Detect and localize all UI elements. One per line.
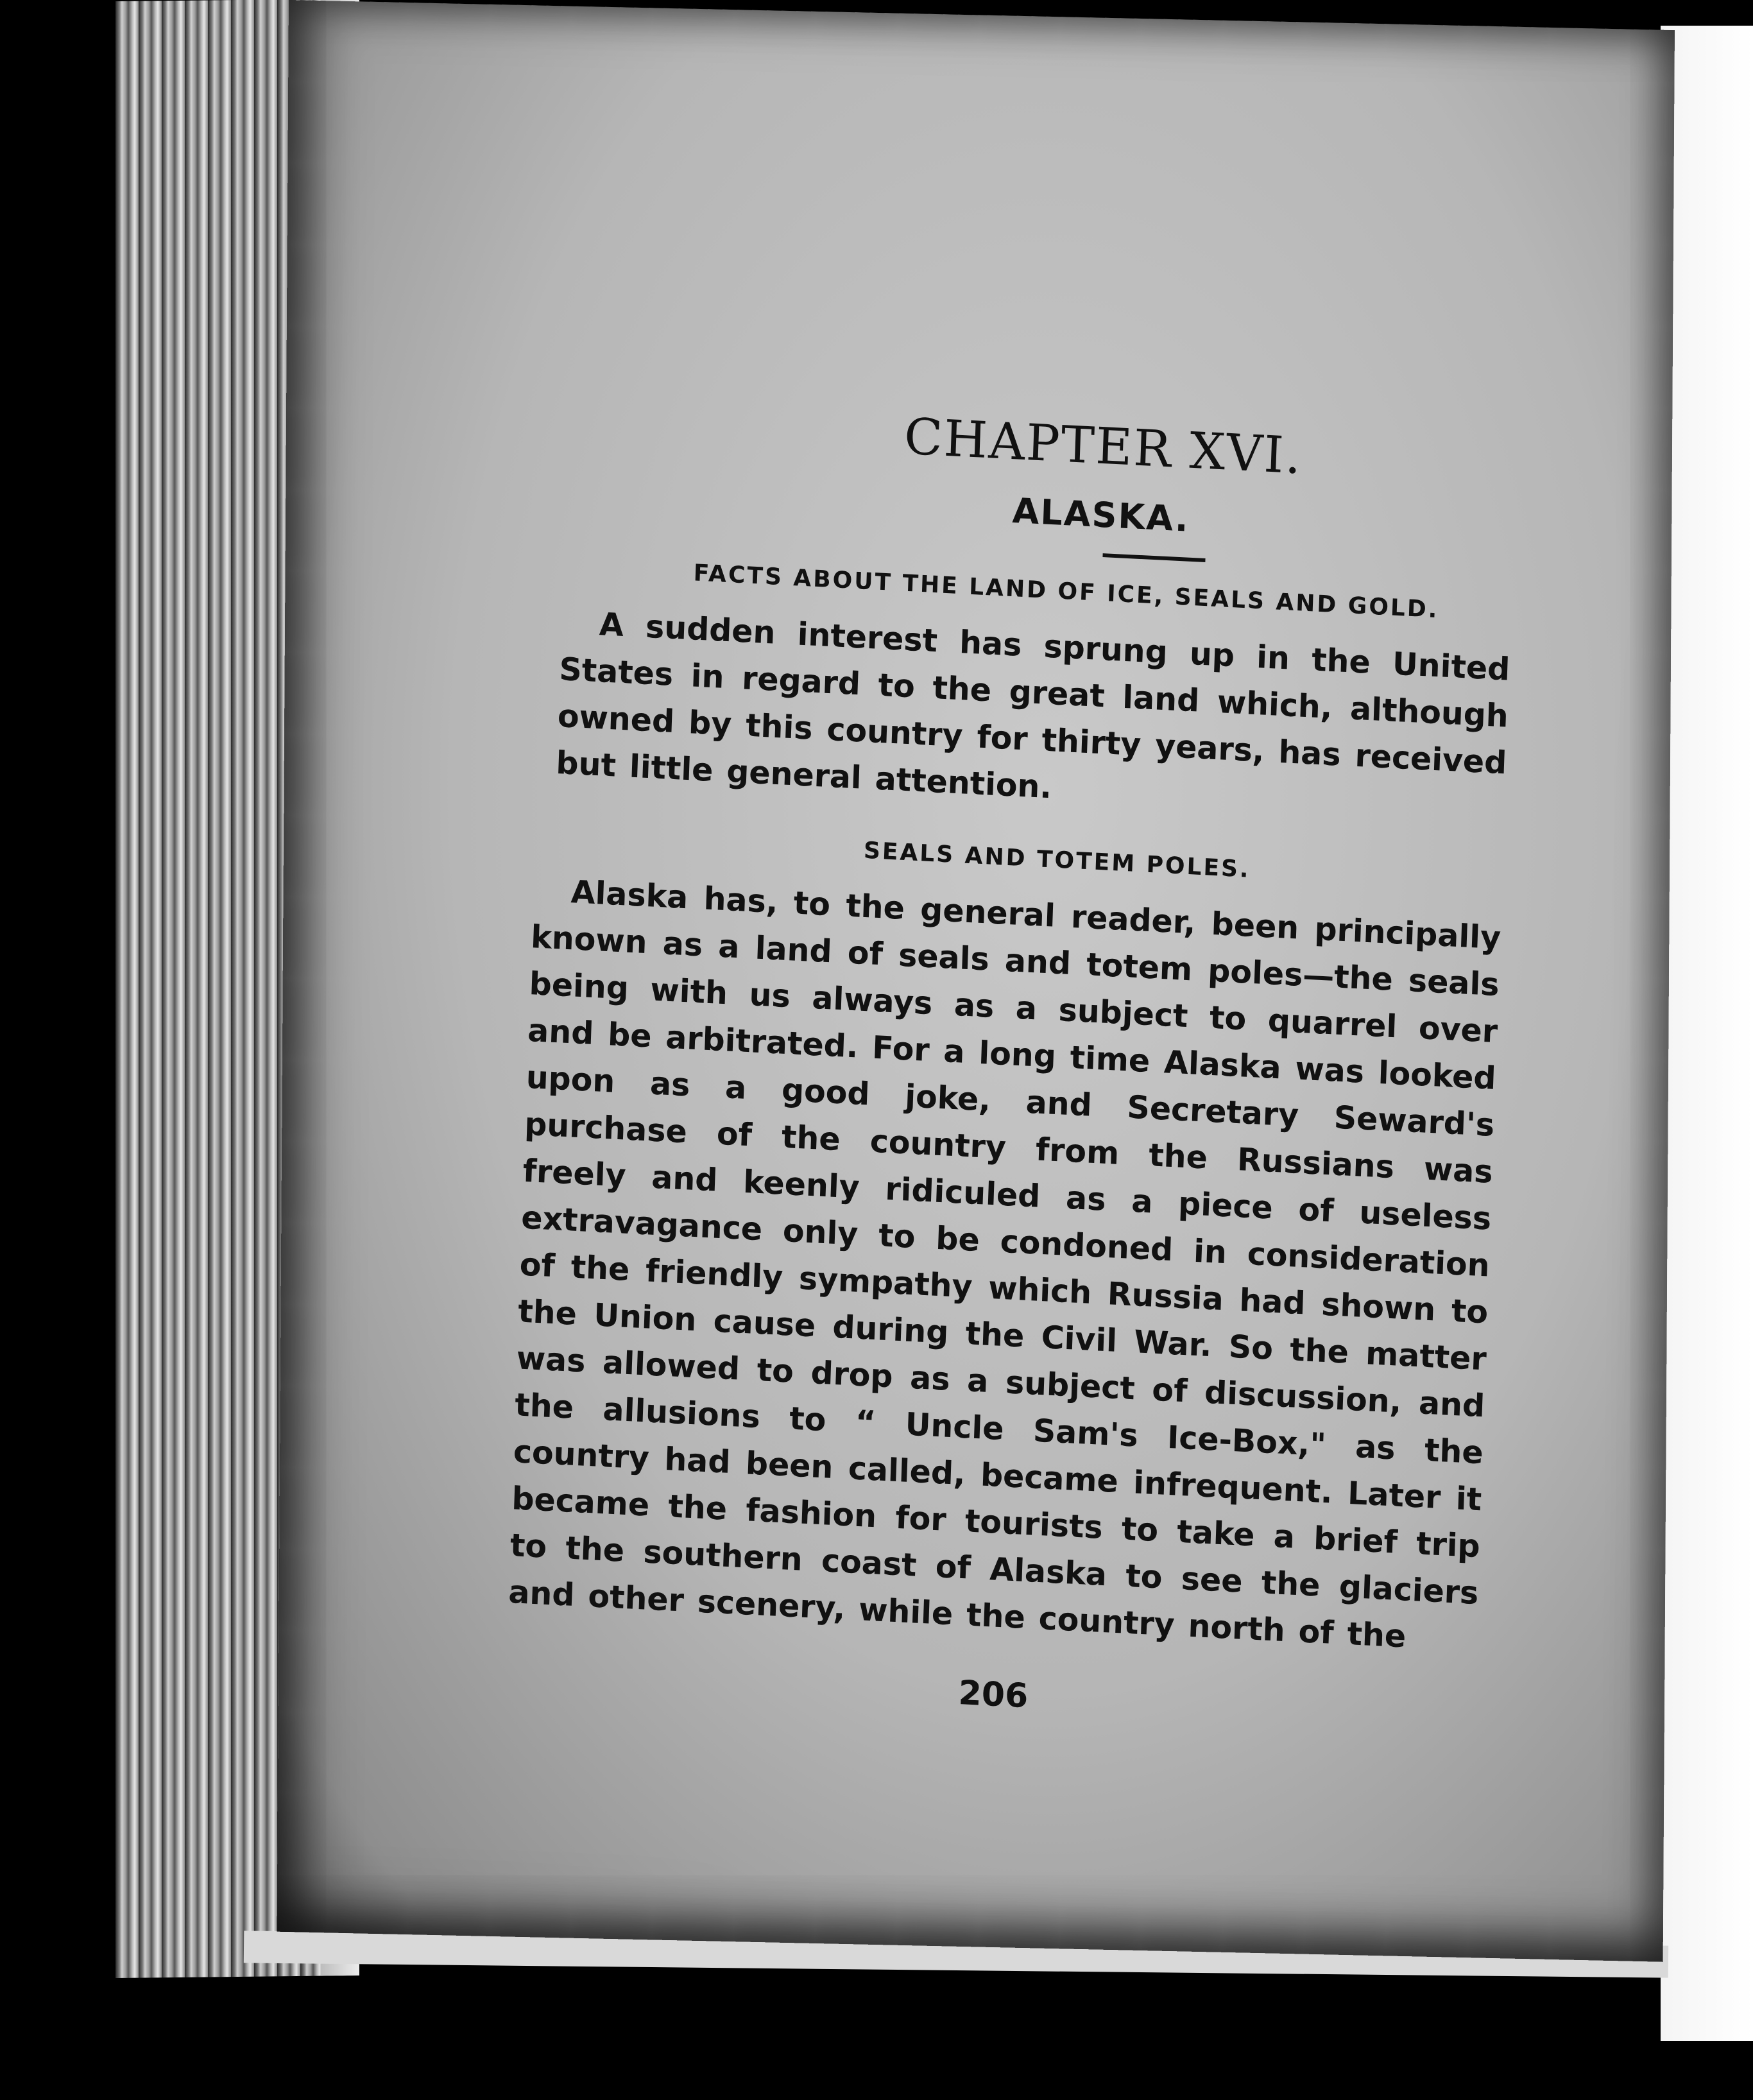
section-heading-seals: SEALS AND TOTEM POLES.	[863, 837, 1251, 883]
book-page	[277, 0, 1675, 1962]
chapter-title: CHAPTER XVI.	[903, 408, 1303, 486]
page-number: 206	[957, 1673, 1029, 1716]
page-text-block	[508, 392, 1518, 1738]
title-rule	[1102, 553, 1205, 562]
section-heading-facts: FACTS ABOUT THE LAND OF ICE, SEALS AND GOLD.	[693, 560, 1440, 624]
chapter-subtitle: ALASKA.	[1011, 490, 1190, 540]
paragraph-intro: A sudden interest has sprung up in the United States in regard to the great land which, although owned by this country for thirty years, has received but little general attention.	[555, 606, 1511, 806]
facing-page-edge	[1661, 26, 1753, 2041]
paragraph-seals: Alaska has, to the general reader, been principally known as a land of seals and totem poles—the seals being with us always as a subject to quarrel over and be arbitrated. For a long time Alaska was looked upon as a good joke, and Secretary Seward's purchase of the country from the Russians was freely and keenly ridiculed as a piece of useless extravagance only to be condoned in consideration of the friendly sympathy which Russia had shown to the Union cause during the Civil War. So the matter was allowed to drop as a subject of discussion, and the allusions to “ Uncle Sam's Ice-Box," as the country had been called, became infrequent. Later it became the fashion for tourists to take a brief trip to the southern coast of Alaska to see the glaciers and other scenery, while the country north of the	[508, 874, 1501, 1655]
